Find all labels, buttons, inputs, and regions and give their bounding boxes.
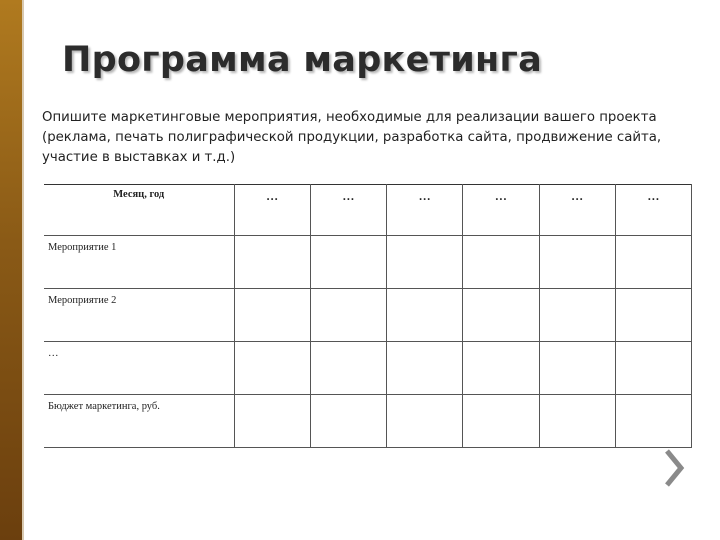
header-month-cell: … xyxy=(539,185,615,236)
table-cell xyxy=(615,342,691,395)
table-cell xyxy=(234,342,310,395)
table-cell xyxy=(310,289,386,342)
header-month-cell: … xyxy=(234,185,310,236)
table-cell xyxy=(310,342,386,395)
table-cell xyxy=(615,289,691,342)
table-cell xyxy=(234,395,310,448)
table-cell xyxy=(234,236,310,289)
table-row xyxy=(44,395,692,448)
marketing-plan-table xyxy=(44,184,692,448)
table-cell xyxy=(615,236,691,289)
table-cell xyxy=(234,289,310,342)
table-cell xyxy=(539,342,615,395)
table-cell xyxy=(463,236,539,289)
table-row xyxy=(44,236,692,289)
table-cell xyxy=(463,342,539,395)
table-cell xyxy=(463,395,539,448)
row-label: Мероприятие 1 xyxy=(44,236,234,289)
table-row xyxy=(44,342,692,395)
table-row xyxy=(44,289,692,342)
side-bar-divider xyxy=(22,0,24,540)
table-cell xyxy=(615,395,691,448)
decorative-side-bar xyxy=(0,0,22,540)
row-label: Бюджет маркетинга, руб. xyxy=(44,395,234,448)
row-label: … xyxy=(44,342,234,395)
slide-title: Программа маркетинга xyxy=(62,40,543,80)
table-cell xyxy=(387,289,463,342)
header-month-cell: … xyxy=(310,185,386,236)
row-label: Мероприятие 2 xyxy=(44,289,234,342)
slide-description: Опишите маркетинговые мероприятия, необходимые для реализации вашего проекта (реклама, печать полиграфической продукции, разработка сайта, продвижение сайта, участие в выставках и т.д.) xyxy=(42,110,662,165)
table-cell xyxy=(539,236,615,289)
header-month-cell: … xyxy=(387,185,463,236)
header-month-cell: … xyxy=(463,185,539,236)
table-header-row xyxy=(44,185,692,236)
table-cell xyxy=(310,395,386,448)
table-cell xyxy=(387,395,463,448)
header-month-year: Месяц, год xyxy=(44,185,234,236)
table-cell xyxy=(463,289,539,342)
table-cell xyxy=(539,289,615,342)
table-cell xyxy=(310,236,386,289)
chevron-right-icon[interactable] xyxy=(664,448,686,488)
header-month-cell: … xyxy=(615,185,691,236)
table-cell xyxy=(387,236,463,289)
table-cell xyxy=(387,342,463,395)
table-cell xyxy=(539,395,615,448)
